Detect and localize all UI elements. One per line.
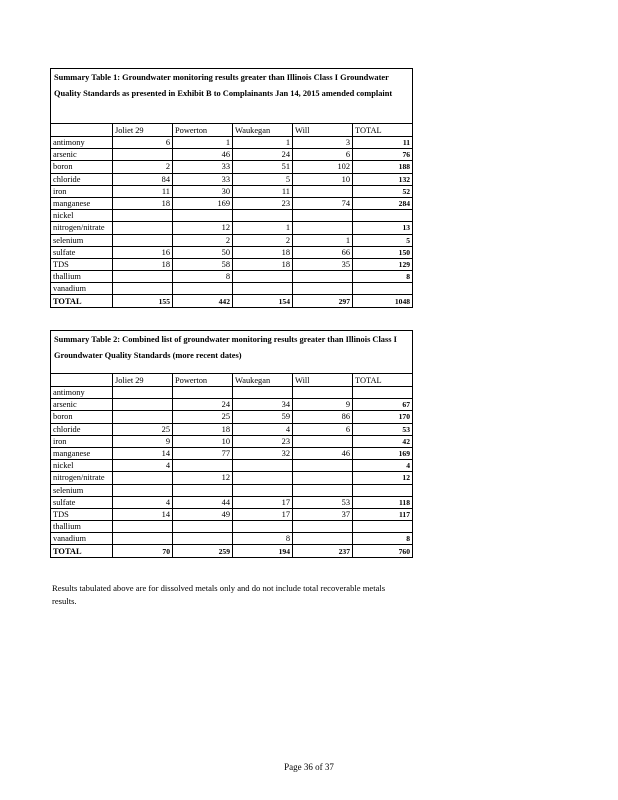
table-cell: 155 <box>113 295 173 307</box>
table-row <box>51 197 413 209</box>
table-cell: 118 <box>353 496 413 508</box>
column-header: Powerton <box>173 374 233 387</box>
row-label: chloride <box>51 173 113 185</box>
table-cell: 169 <box>173 197 233 209</box>
table-cell: 18 <box>233 258 293 270</box>
table-cell <box>113 521 173 533</box>
table-cell: 12 <box>173 472 233 484</box>
table-cell: 284 <box>353 197 413 209</box>
row-label: nickel <box>51 460 113 472</box>
table-cell <box>233 460 293 472</box>
table-cell: 297 <box>293 295 353 307</box>
table-cell: 2 <box>113 161 173 173</box>
summary-table-1 <box>50 68 413 308</box>
table-cell: 5 <box>353 234 413 246</box>
table-cell <box>173 484 233 496</box>
table-cell: 9 <box>293 399 353 411</box>
table-cell <box>293 283 353 295</box>
table-row <box>51 222 413 234</box>
table-cell <box>233 484 293 496</box>
table-cell <box>293 435 353 447</box>
row-label: TDS <box>51 258 113 270</box>
table-cell: 17 <box>233 496 293 508</box>
table-cell: 10 <box>293 173 353 185</box>
table-row <box>51 387 413 399</box>
table-cell: 169 <box>353 447 413 459</box>
table-header-row <box>51 124 413 137</box>
table-cell: 5 <box>233 173 293 185</box>
table-row <box>51 149 413 161</box>
table-cell: 4 <box>233 423 293 435</box>
table-cell <box>233 387 293 399</box>
table-cell: 188 <box>353 161 413 173</box>
table-row <box>51 423 413 435</box>
table-cell <box>293 210 353 222</box>
table-row <box>51 185 413 197</box>
column-header: Powerton <box>173 124 233 137</box>
footnote-text: Results tabulated above are for dissolved metals only and do not include total recoverable metals results. <box>52 583 386 606</box>
row-label: manganese <box>51 197 113 209</box>
table-cell: 35 <box>293 258 353 270</box>
row-label: arsenic <box>51 149 113 161</box>
table-cell: 12 <box>353 472 413 484</box>
table-cell: 86 <box>293 411 353 423</box>
column-header: Waukegan <box>233 374 293 387</box>
table-cell <box>113 533 173 545</box>
row-label: vanadium <box>51 533 113 545</box>
table-cell: 46 <box>293 447 353 459</box>
row-label: arsenic <box>51 399 113 411</box>
row-label: TOTAL <box>51 295 113 307</box>
row-label: antimony <box>51 387 113 399</box>
table-cell: 74 <box>293 197 353 209</box>
table-cell <box>113 387 173 399</box>
table-cell <box>233 210 293 222</box>
table-cell: 170 <box>353 411 413 423</box>
table-row <box>51 460 413 472</box>
table-cell: 33 <box>173 173 233 185</box>
table-row <box>51 173 413 185</box>
table-cell: 129 <box>353 258 413 270</box>
row-label: nitrogen/nitrate <box>51 222 113 234</box>
table-row <box>51 137 413 149</box>
table-row <box>51 271 413 283</box>
table-cell: 24 <box>233 149 293 161</box>
table-cell: 3 <box>293 137 353 149</box>
table-cell: 1 <box>233 137 293 149</box>
column-header: Joliet 29 <box>113 374 173 387</box>
row-label: boron <box>51 161 113 173</box>
table-row <box>51 545 413 557</box>
table-cell <box>353 210 413 222</box>
table-cell <box>113 210 173 222</box>
table-cell: 77 <box>173 447 233 459</box>
table-row <box>51 258 413 270</box>
row-label: vanadium <box>51 283 113 295</box>
table-cell: 117 <box>353 508 413 520</box>
table-cell: 14 <box>113 447 173 459</box>
table-cell <box>233 283 293 295</box>
table-cell: 32 <box>233 447 293 459</box>
table-row <box>51 246 413 258</box>
table-cell: 18 <box>173 423 233 435</box>
table-cell: 8 <box>353 271 413 283</box>
table-cell <box>293 472 353 484</box>
table-row <box>51 161 413 173</box>
table-cell: 23 <box>233 435 293 447</box>
table-cell <box>293 460 353 472</box>
table-row <box>51 472 413 484</box>
table-cell <box>293 222 353 234</box>
table-cell: 9 <box>113 435 173 447</box>
table-cell: 16 <box>113 246 173 258</box>
table-cell <box>173 210 233 222</box>
table-cell <box>173 460 233 472</box>
row-label: sulfate <box>51 246 113 258</box>
column-header <box>51 124 113 137</box>
table-cell: 84 <box>113 173 173 185</box>
table-header-row <box>51 374 413 387</box>
column-header: TOTAL <box>353 124 413 137</box>
table-row <box>51 508 413 520</box>
column-header: Joliet 29 <box>113 124 173 137</box>
table-cell: 2 <box>233 234 293 246</box>
table-cell <box>113 234 173 246</box>
table-cell <box>293 533 353 545</box>
table-cell: 17 <box>233 508 293 520</box>
row-label: sulfate <box>51 496 113 508</box>
table-cell: 150 <box>353 246 413 258</box>
table-cell: 67 <box>353 399 413 411</box>
table-cell: 11 <box>353 137 413 149</box>
row-label: antimony <box>51 137 113 149</box>
table-cell: 37 <box>293 508 353 520</box>
table-cell <box>113 484 173 496</box>
table-cell: 1048 <box>353 295 413 307</box>
table-cell <box>113 399 173 411</box>
table-cell <box>173 387 233 399</box>
table-cell <box>353 521 413 533</box>
table-cell: 102 <box>293 161 353 173</box>
row-label: thallium <box>51 521 113 533</box>
table-row <box>51 399 413 411</box>
table-cell <box>113 283 173 295</box>
table-row <box>51 447 413 459</box>
row-label: boron <box>51 411 113 423</box>
table-cell: 46 <box>173 149 233 161</box>
table-cell: 4 <box>113 496 173 508</box>
table-row <box>51 210 413 222</box>
table-row <box>51 496 413 508</box>
table-cell: 49 <box>173 508 233 520</box>
table-cell <box>113 271 173 283</box>
table-cell: 18 <box>113 197 173 209</box>
row-label: iron <box>51 435 113 447</box>
table-cell: 1 <box>293 234 353 246</box>
table-cell: 50 <box>173 246 233 258</box>
table-cell <box>233 271 293 283</box>
row-label: chloride <box>51 423 113 435</box>
row-label: nickel <box>51 210 113 222</box>
table-cell <box>353 283 413 295</box>
table-cell: 33 <box>173 161 233 173</box>
table-cell: 132 <box>353 173 413 185</box>
table-cell <box>233 521 293 533</box>
table-cell: 53 <box>293 496 353 508</box>
table-cell: 1 <box>173 137 233 149</box>
table-cell: 52 <box>353 185 413 197</box>
table-row <box>51 234 413 246</box>
column-header: Will <box>293 374 353 387</box>
table-row <box>51 283 413 295</box>
column-header: Waukegan <box>233 124 293 137</box>
table-caption-row <box>51 69 413 124</box>
table-cell <box>353 387 413 399</box>
column-header: TOTAL <box>353 374 413 387</box>
table-row <box>51 533 413 545</box>
table-cell <box>113 222 173 234</box>
table-cell: 23 <box>233 197 293 209</box>
table-row <box>51 484 413 496</box>
table-cell: 13 <box>353 222 413 234</box>
table-cell: 11 <box>233 185 293 197</box>
table-row <box>51 295 413 307</box>
table-cell: 14 <box>113 508 173 520</box>
table-cell <box>173 283 233 295</box>
table-cell <box>293 484 353 496</box>
row-label: selenium <box>51 234 113 246</box>
table-cell: 59 <box>233 411 293 423</box>
table-caption: Summary Table 2: Combined list of groundwater monitoring results greater than Illinois Class I Groundwater Quality Standards (more recent dates) <box>51 331 413 374</box>
table-cell: 44 <box>173 496 233 508</box>
row-label: thallium <box>51 271 113 283</box>
table-cell: 25 <box>113 423 173 435</box>
table-cell: 51 <box>233 161 293 173</box>
table-cell: 8 <box>173 271 233 283</box>
table-cell: 34 <box>233 399 293 411</box>
table-row <box>51 521 413 533</box>
table-caption-row <box>51 331 413 374</box>
table-cell <box>173 533 233 545</box>
table-cell <box>293 271 353 283</box>
table-cell <box>113 411 173 423</box>
table-cell: 8 <box>353 533 413 545</box>
table-cell <box>113 149 173 161</box>
table-cell <box>353 484 413 496</box>
table-cell <box>293 185 353 197</box>
table-cell: 6 <box>293 423 353 435</box>
row-label: selenium <box>51 484 113 496</box>
row-label: iron <box>51 185 113 197</box>
table-cell: 18 <box>233 246 293 258</box>
column-header <box>51 374 113 387</box>
table-cell <box>233 472 293 484</box>
table-cell: 76 <box>353 149 413 161</box>
summary-table-2 <box>50 330 413 558</box>
table-cell <box>293 387 353 399</box>
table-cell: 6 <box>113 137 173 149</box>
table-cell: 53 <box>353 423 413 435</box>
table-cell: 24 <box>173 399 233 411</box>
table-cell: 58 <box>173 258 233 270</box>
table-cell: 10 <box>173 435 233 447</box>
table-cell: 2 <box>173 234 233 246</box>
table-cell: 11 <box>113 185 173 197</box>
table-cell: 25 <box>173 411 233 423</box>
table-cell: 66 <box>293 246 353 258</box>
table-cell: 259 <box>173 545 233 557</box>
table-cell: 760 <box>353 545 413 557</box>
table-cell: 1 <box>233 222 293 234</box>
row-label: TOTAL <box>51 545 113 557</box>
table-row <box>51 435 413 447</box>
table-cell: 154 <box>233 295 293 307</box>
row-label: nitrogen/nitrate <box>51 472 113 484</box>
table-cell: 442 <box>173 295 233 307</box>
row-label: manganese <box>51 447 113 459</box>
table-cell: 18 <box>113 258 173 270</box>
table-cell <box>293 521 353 533</box>
table-cell: 4 <box>353 460 413 472</box>
table-cell: 70 <box>113 545 173 557</box>
table-cell: 194 <box>233 545 293 557</box>
table-row <box>51 411 413 423</box>
table-cell: 30 <box>173 185 233 197</box>
table-cell <box>173 521 233 533</box>
table-cell: 42 <box>353 435 413 447</box>
column-header: Will <box>293 124 353 137</box>
table-caption: Summary Table 1: Groundwater monitoring results greater than Illinois Class I Groundwater Quality Standards as presented in Exhibit B to Complainants Jan 14, 2015 amended complaint <box>51 69 413 124</box>
table-cell: 12 <box>173 222 233 234</box>
table-cell: 6 <box>293 149 353 161</box>
row-label: TDS <box>51 508 113 520</box>
table-cell: 8 <box>233 533 293 545</box>
page-number: Page 36 of 37 <box>284 762 334 772</box>
table-cell: 237 <box>293 545 353 557</box>
table-cell <box>113 472 173 484</box>
table-cell: 4 <box>113 460 173 472</box>
